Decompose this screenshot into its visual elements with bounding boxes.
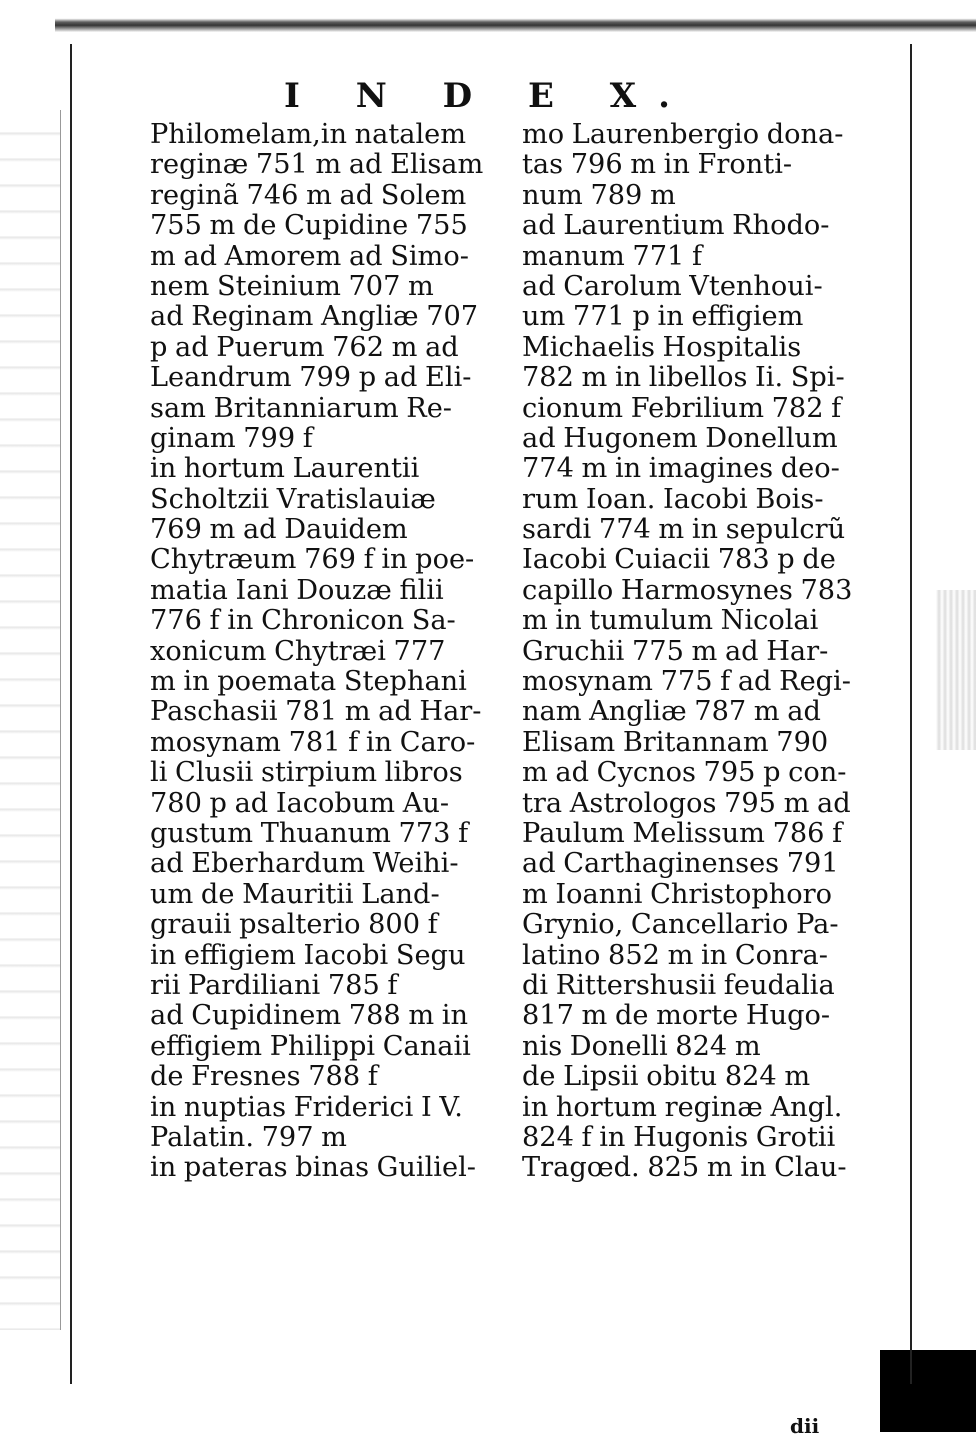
index-line: p ad Puerum 762 m ad (150, 331, 459, 363)
index-line: tra Astrologos 795 m ad (522, 787, 851, 819)
index-line: 769 m ad Dauidem (150, 514, 408, 546)
index-line: latino 852 m in Conra- (522, 939, 828, 971)
index-line: de Fresnes 788 f (150, 1061, 378, 1093)
index-line: Elisam Britannam 790 (522, 726, 829, 758)
index-line: ad Eberhardum Weihi- (150, 848, 459, 880)
index-line: in hortum Laurentii (150, 453, 420, 485)
catchword: dii (790, 1414, 820, 1438)
left-facing-page-edge (0, 110, 61, 1330)
index-line: Gruchii 775 m ad Har- (522, 635, 829, 667)
index-line: m Ioanni Christophoro (522, 878, 832, 910)
index-line: 780 p ad Iacobum Au- (150, 787, 450, 819)
index-line: nem Steinium 707 m (150, 270, 434, 302)
index-line: manum 771 f (522, 240, 703, 272)
index-line: ad Reginam Angliæ 707 (150, 301, 479, 333)
index-line: in nuptias Friderici I V. (150, 1091, 463, 1123)
index-line: m ad Amorem ad Simo- (150, 240, 469, 272)
index-line: capillo Harmosynes 783 (522, 574, 853, 606)
index-line: grauii psalterio 800 f (150, 909, 438, 941)
index-line: nis Donelli 824 m (522, 1030, 761, 1062)
right-page-edge (936, 590, 976, 750)
index-line: ad Carolum Vtenhoui- (522, 270, 823, 302)
index-line: Paschasii 781 m ad Har- (150, 696, 482, 728)
index-line: ad Cupidinem 788 m in (150, 1000, 468, 1032)
index-line: tas 796 m in Fronti- (522, 149, 793, 181)
index-line: ad Laurentium Rhodo- (522, 210, 830, 242)
index-line: 774 m in imagines deo- (522, 453, 840, 485)
index-line: sam Britanniarum Re- (150, 392, 452, 424)
page-header: I N D E X. (284, 76, 692, 116)
index-column-right (522, 119, 853, 1184)
index-line: ad Carthaginenses 791 (522, 848, 839, 880)
index-line: Tragœd. 825 m in Clau- (522, 1152, 847, 1184)
index-line: reginæ 751 m ad Elisam (150, 149, 484, 181)
index-line: li Clusii stirpium libros (150, 757, 463, 789)
index-line: cionum Febrilium 782 f (522, 392, 842, 424)
index-line: effigiem Philippi Canaii (150, 1030, 471, 1062)
index-line: gustum Thuanum 773 f (150, 817, 469, 849)
index-line: 755 m de Cupidine 755 (150, 210, 468, 242)
index-line: m ad Cycnos 795 p con- (522, 757, 847, 789)
index-line: Palatin. 797 m (150, 1121, 347, 1153)
index-line: in hortum reginæ Angl. (522, 1091, 843, 1123)
index-line: in pateras binas Guiliel- (150, 1152, 476, 1184)
index-line: Paulum Melissum 786 f (522, 817, 843, 849)
index-line: in effigiem Iacobi Segu (150, 939, 466, 971)
page-top-shadow (55, 0, 976, 46)
index-line: ad Hugonem Donellum (522, 422, 838, 454)
index-line: Grynio, Cancellario Pa- (522, 909, 839, 941)
index-line: sardi 774 m in sepulcrũ (522, 514, 846, 546)
index-line: um 771 p in effigiem (522, 301, 804, 333)
index-line: rum Ioan. Iacobi Bois- (522, 483, 824, 515)
index-column-left (150, 119, 484, 1184)
index-line: rii Pardiliani 785 f (150, 969, 398, 1001)
index-line: Chytræum 769 f in poe- (150, 544, 475, 576)
index-line: m in poemata Stephani (150, 666, 467, 698)
index-line: ginam 799 f (150, 422, 313, 454)
index-line: nam Angliæ 787 m ad (522, 696, 821, 728)
index-line: Iacobi Cuiacii 783 p de (522, 544, 836, 576)
index-line: mosynam 775 f ad Regi- (522, 666, 851, 698)
index-line: mosynam 781 f in Caro- (150, 726, 476, 758)
index-line: 776 f in Chronicon Sa- (150, 605, 456, 637)
index-line: 817 m de morte Hugo- (522, 1000, 831, 1032)
index-line: reginã 746 m ad Solem (150, 179, 467, 211)
index-line: um de Mauritii Land- (150, 878, 440, 910)
index-line: Scholtzii Vratislauiæ (150, 483, 436, 515)
index-line: mo Laurenbergio dona- (522, 119, 844, 150)
index-line: xonicum Chytræi 777 (150, 635, 446, 667)
index-line: m in tumulum Nicolai (522, 605, 819, 637)
index-line: 782 m in libellos Ii. Spi- (522, 362, 845, 394)
index-line: de Lipsii obitu 824 m (522, 1061, 811, 1093)
index-line: num 789 m (522, 179, 676, 211)
index-line: Leandrum 799 p ad Eli- (150, 362, 472, 394)
index-line: 824 f in Hugonis Grotii (522, 1121, 836, 1153)
index-line: matia Iani Douzæ filii (150, 574, 444, 606)
index-line: Philomelam,in natalem (150, 119, 467, 150)
index-line: Michaelis Hospitalis (522, 331, 802, 363)
index-line: di Rittershusii feudalia (522, 969, 835, 1001)
